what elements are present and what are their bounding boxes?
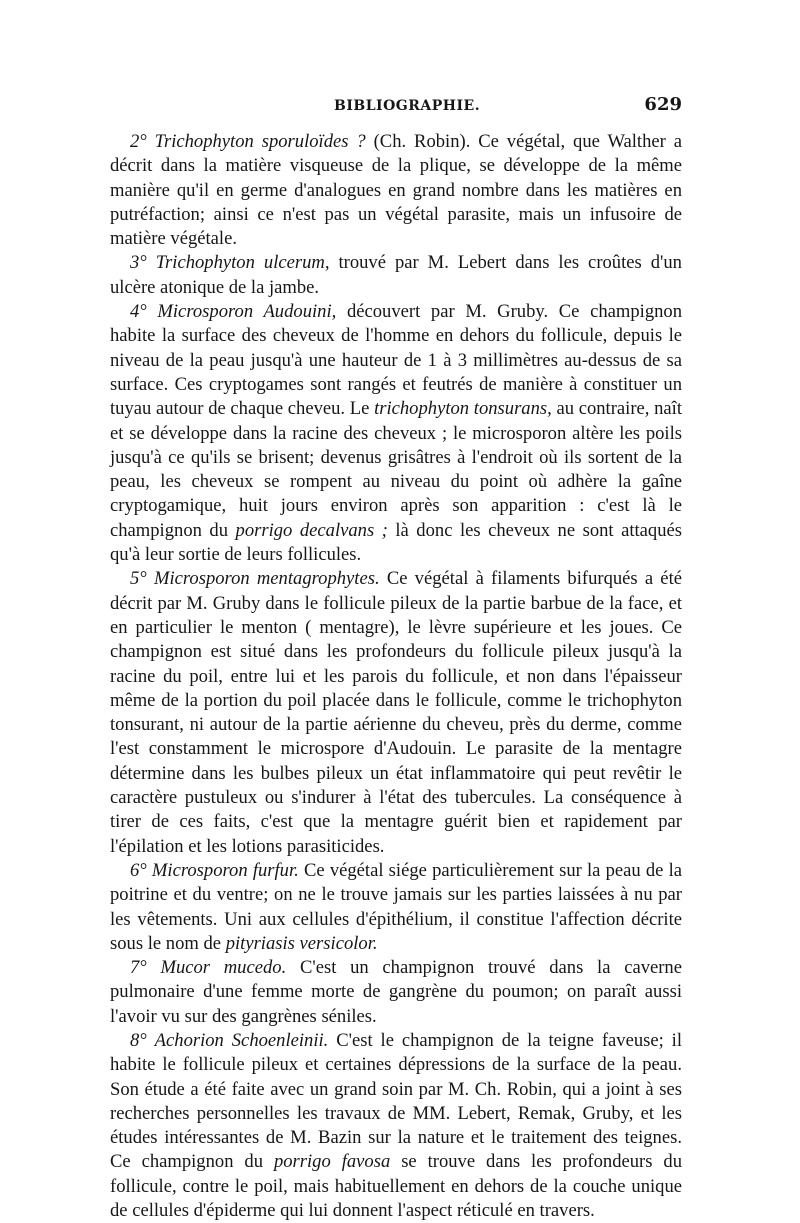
species-name: Mucor mucedo. [160, 957, 287, 979]
page-header [110, 94, 682, 130]
paragraph-text: au contraire, naît et se développe dans la racine des cheveux ; le microsporon altère les poils jusqu'à ce qu'ils se brisent; devenus grisâtres à l'endroit où ils sortent de la peau, les cheveux se rompent au niveau du point où adhère la gaîne cryptogamique, huit jours environ après son apparition : c'est là le champignon du [110, 398, 682, 541]
italic-term: porrigo favosa [273, 1151, 391, 1173]
paragraph-text: découvert par M. Gruby. Ce champignon habite la surface des cheveux de l'homme en dehors du follicule, depuis le niveau de la peau jusqu'à une hauteur de 1 à 3 millimètres au-dessus de sa surface. Ces cryptogames sont rangés et feutrés de manière à constituer un tuyau autour de chaque cheveu. Le [110, 301, 683, 420]
paragraph-text: Ce végétal siége particulièrement sur la peau de la poitrine et du ventre; on ne le trouve jamais sur les parties laissées à nu par les vêtements. Uni aux cellules d'épithélium, il constitue l'affection décrite sous le nom de [110, 859, 683, 954]
page-number: 629 [644, 94, 682, 115]
item-number: 7° [130, 957, 147, 979]
running-title: BIBLIOGRAPHIE. [334, 98, 481, 114]
book-page [110, 94, 682, 1223]
paragraph-text: se trouve dans les profondeurs du follicule, contre le poil, mais habituellement en dehors de la couche unique de cellules d'épiderme qui lui donnent l'aspect réticulé en travers. [110, 1151, 683, 1222]
paragraph-microsporon-mentagrophytes [110, 567, 682, 859]
species-name: Microsporon furfur. [151, 859, 299, 881]
paragraph-achorion-schoenleinii [110, 1029, 682, 1223]
paragraph-text: trouvé par M. Lebert dans les croûtes d'un ulcère atonique de la jambe. [110, 252, 682, 298]
paragraph-mucor-mucedo [110, 956, 682, 1029]
paragraph-text: Ce végétal à filaments bifurqués a été décrit par M. Gruby dans le follicule pileux de la partie barbue de la face, et en particulier le menton ( mentagre), le lèvre supérieure et les joues. Ce champignon est situé dans les profondeurs du follicule pileux jusqu'à la racine du poil, entre lui et les parois du follicule, et non dans l'épaisseur même de la portion du poil placée dans le follicule, comme le trichophyton tonsurant, ni autour de la partie aérienne du cheveu, près du derme, comme l'est constamment le microspore d'Audouin. Le parasite de la mentagre détermine dans les bulbes pileux un état inflammatoire qui peut revêtir le caractère pustuleux ou s'indurer à l'état des tubercules. La conséquence à tirer de ces faits, c'est que la mentagre guérit bien et rapidement par l'épilation et les lotions parasiticides. [110, 568, 682, 857]
paragraph-text: C'est le champignon de la teigne faveuse; il habite le follicule pileux et certaines dépressions de la surface de la peau. Son étude a été faite avec un grand soin par M. Ch. Robin, qui a joint à ses recherches personnelles les travaux de MM. Lebert, Remak, Gruby, et les études intéressantes de M. Bazin sur la nature et le traitement des teignes. Ce champignon du [110, 1029, 683, 1173]
item-number: 6° [130, 859, 147, 881]
species-name: Achorion Schoenleinii. [154, 1029, 329, 1051]
item-number: 4° [130, 301, 147, 323]
paragraph-trichophyton-sporuloides [110, 130, 682, 251]
italic-term: trichophyton tonsurans, [374, 398, 552, 420]
paragraph-microsporon-furfur [110, 859, 682, 956]
species-name: Trichophyton sporuloïdes ? [154, 131, 366, 152]
item-number: 2° [130, 131, 147, 152]
item-number: 3° [130, 252, 147, 274]
body-text [110, 130, 682, 1223]
species-name: Trichophyton ulcerum, [155, 252, 330, 274]
item-number: 8° [130, 1029, 147, 1051]
paragraph-text: là donc les cheveux ne sont attaqués qu'à leur sortie de leurs follicules. [110, 519, 683, 566]
species-name: Microsporon mentagrophytes. [153, 568, 380, 590]
paragraph-trichophyton-ulcerum [110, 251, 682, 300]
item-number: 5° [130, 568, 147, 590]
species-name: Microsporon Audouini, [157, 301, 337, 323]
italic-term: porrigo decalvans ; [235, 519, 388, 541]
paragraph-text: C'est un champignon trouvé dans la caverne pulmonaire d'une femme morte de gangrène du poumon; on paraît aussi l'avoir vu sur des gangrènes séniles. [110, 957, 682, 1027]
italic-term: pityriasis versicolor. [225, 932, 378, 954]
paragraph-microsporon-audouini [110, 300, 682, 567]
paragraph-text: (Ch. Robin). Ce végétal, que Walther a décrit dans la matière visqueuse de la plique, se développe de la même manière qu'il en germe d'analogues en grand nombre dans les matières en putréfaction; ainsi ce n'est pas un végétal parasite, mais un infusoire de matière végétale. [110, 131, 682, 250]
